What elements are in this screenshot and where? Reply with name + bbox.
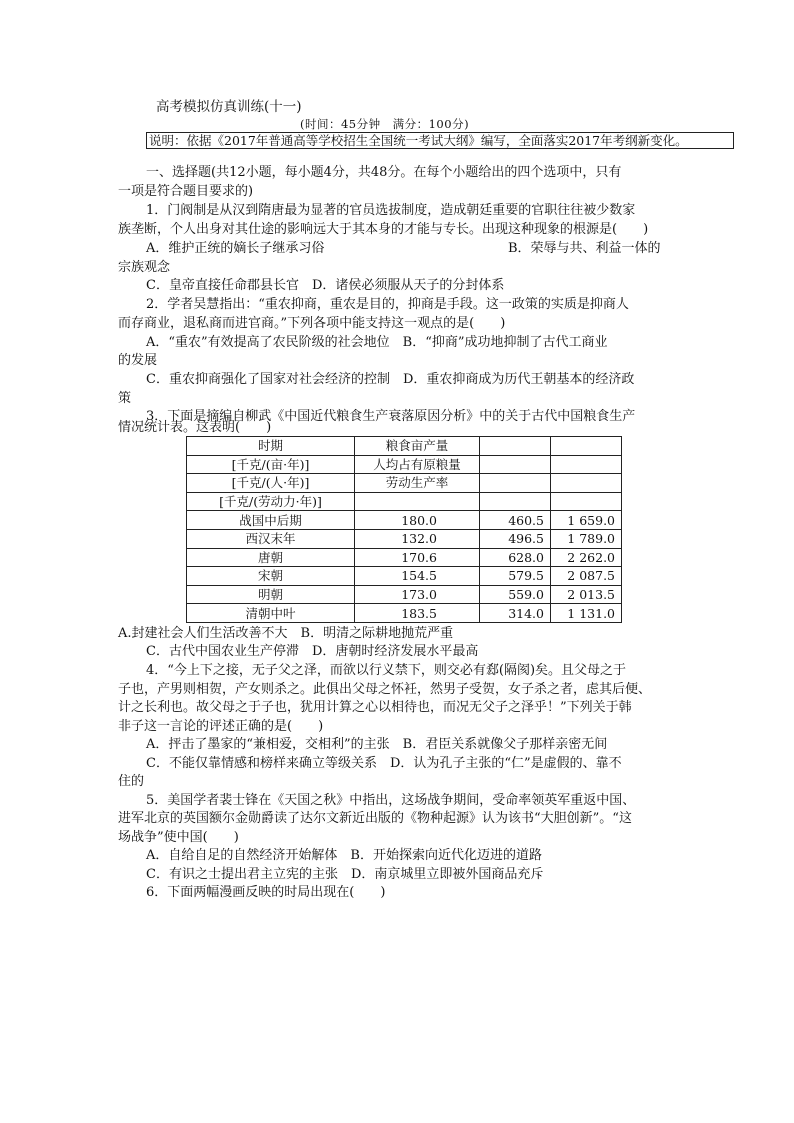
- table-header-cell: [480, 492, 551, 511]
- question-1-stem-cont: 族垄断，个人出身对其仕途的影响远大于其本身的才能与专长。出现这种现象的根源是( ): [118, 222, 649, 237]
- table-header-cell: 人均占有原粮量: [355, 455, 480, 474]
- table-cell-per-capita: 496.5: [480, 529, 551, 548]
- table-cell-yield: 170.6: [355, 548, 480, 567]
- table-header-cell: 劳动生产率: [355, 474, 480, 493]
- table-header-row: [187, 455, 622, 474]
- table-cell-productivity: 2 087.5: [551, 567, 622, 586]
- question-1-options-cd: C．皇帝直接任命郡县长官 D．诸侯必须服从天子的分封体系: [146, 278, 505, 293]
- exam-note-box: 说明：依据《2017年普通高等学校招生全国统一考试大纲》编写，全面落实2017年考纲新变化。: [146, 132, 734, 149]
- question-2-stem-cont: 而存商业，退私商而进官商。”下列各项中能支持这一观点的是( ): [118, 316, 506, 331]
- question-4-options-ab: A．抨击了墨家的“兼相爱，交相利”的主张 B．君臣关系就像父子那样亲密无间: [146, 737, 608, 752]
- table-header-cell: 粮食亩产量: [355, 437, 480, 456]
- table-row: [187, 529, 622, 548]
- table-header-cell: [551, 455, 622, 474]
- section-instruction-cont: 一项是符合题目要求的): [118, 184, 254, 199]
- question-4-options-cd-cont: 住的: [118, 774, 145, 789]
- table-cell-period: 宋朝: [187, 567, 355, 586]
- table-cell-yield: 132.0: [355, 529, 480, 548]
- table-row: [187, 548, 622, 567]
- question-4-stem: 4．“今上下之接，无子父之泽，而欲以行义禁下，则交必有郄(隔阂)矣。且父母之于: [146, 663, 627, 678]
- question-3-options-cd: C．古代中国农业生产停滞 D．唐朝时经济发展水平最高: [146, 644, 479, 659]
- table-cell-productivity: 2 262.0: [551, 548, 622, 567]
- table-header-cell: 时期: [187, 437, 355, 456]
- question-5-options-ab: A．自给自足的自然经济开始解体 B．开始探索向近代化迈进的道路: [146, 848, 542, 863]
- table-cell-per-capita: 559.0: [480, 585, 551, 604]
- question-1-option-a: A．维护正统的嫡长子继承习俗: [146, 241, 325, 256]
- table-cell-period: 明朝: [187, 585, 355, 604]
- table-cell-yield: 173.0: [355, 585, 480, 604]
- table-header-cell: [480, 437, 551, 456]
- question-3-stem: 3．下面是摘编自柳武《中国近代粮食生产衰落原因分析》中的关于古代中国粮食生产: [146, 409, 636, 424]
- question-4-stem-cont: 计之长利也。故父母之于子也，犹用计算之心以相待也，而况无父子之泽乎！”下列关于韩: [118, 700, 632, 715]
- question-5-stem: 5．美国学者裴士锋在《天国之秋》中指出，这场战争期间，受命率领英军重返中国、: [146, 793, 636, 808]
- question-3-options-ab: A.封建社会人们生活改善不大 B．明清之际耕地抛荒严重: [118, 626, 454, 641]
- table-header-cell: [千克/(亩·年)]: [187, 455, 355, 474]
- table-row: [187, 567, 622, 586]
- question-1-option-b: B．荣辱与共、利益一体的: [508, 241, 661, 256]
- page-title: 高考模拟仿真训练(十一): [156, 99, 302, 115]
- table-row: [187, 604, 622, 623]
- table-row: [187, 511, 622, 530]
- table-cell-yield: 154.5: [355, 567, 480, 586]
- grain-statistics-table: [186, 436, 622, 623]
- table-cell-yield: 180.0: [355, 511, 480, 530]
- table-cell-yield: 183.5: [355, 604, 480, 623]
- question-2-stem: 2．学者吴慧指出：“重农抑商，重农是目的，抑商是手段。这一政策的实质是抑商人: [146, 297, 629, 312]
- table-header-row: [187, 474, 622, 493]
- table-header-row: [187, 492, 622, 511]
- table-cell-productivity: 2 013.5: [551, 585, 622, 604]
- table-cell-period: 战国中后期: [187, 511, 355, 530]
- question-2-options-cd-cont: 策: [118, 391, 132, 406]
- table-row: [187, 585, 622, 604]
- question-6-stem: 6．下面两幅漫画反映的时局出现在( ): [146, 885, 386, 900]
- question-3-stem-cont: 情况统计表。这表明( ): [118, 420, 272, 435]
- question-5-stem-cont: 场战争”使中国( ): [118, 830, 239, 845]
- table-cell-period: 清朝中叶: [187, 604, 355, 623]
- question-1-option-b-cont: 宗族观念: [118, 260, 171, 275]
- table-cell-per-capita: 314.0: [480, 604, 551, 623]
- question-4-options-cd: C．不能仅靠情感和榜样来确立等级关系 D．认为孔子主张的“仁”是虚假的、靠不: [146, 756, 622, 771]
- table-cell-productivity: 1 131.0: [551, 604, 622, 623]
- table-cell-period: 西汉末年: [187, 529, 355, 548]
- table-cell-period: 唐朝: [187, 548, 355, 567]
- question-4-stem-cont: 子也，产男则相贺，产女则杀之。此俱出父母之怀衽，然男子受贺，女子杀之者，虑其后便、: [118, 682, 652, 697]
- table-header-cell: [551, 437, 622, 456]
- table-cell-productivity: 1 789.0: [551, 529, 622, 548]
- table-cell-per-capita: 460.5: [480, 511, 551, 530]
- question-1-stem: 1．门阀制是从汉到隋唐最为显著的官员选拔制度，造成朝廷重要的官职往往被少数家: [146, 203, 636, 218]
- table-header-cell: [480, 474, 551, 493]
- table-header-cell: [千克/(劳动力·年)]: [187, 492, 355, 511]
- question-2-options-cd: C．重农抑商强化了国家对社会经济的控制 D．重农抑商成为历代王朝基本的经济政: [146, 372, 635, 387]
- question-2-options-ab: A．“重农”有效提高了农民阶级的社会地位 B．“抑商”成功地抑制了古代工商业: [146, 335, 608, 350]
- question-5-stem-cont: 进军北京的英国额尔金勋爵读了达尔文新近出版的《物种起源》认为该书“大胆创新”。“这: [118, 811, 632, 826]
- question-2-options-ab-cont: 的发展: [118, 353, 158, 368]
- table-cell-per-capita: 628.0: [480, 548, 551, 567]
- question-5-options-cd: C．有识之士提出君主立宪的主张 D．南京城里立即被外国商品充斥: [146, 867, 544, 882]
- table-header-cell: [千克/(人·年)]: [187, 474, 355, 493]
- table-header-row: [187, 437, 622, 456]
- section-instruction: 一、选择题(共12小题，每小题4分，共48分。在每个小题给出的四个选项中，只有: [146, 165, 622, 180]
- table-header-cell: [355, 492, 480, 511]
- table-cell-productivity: 1 659.0: [551, 511, 622, 530]
- table-header-cell: [551, 492, 622, 511]
- table-cell-per-capita: 579.5: [480, 567, 551, 586]
- exam-time-score: (时间：45分钟 满分：100分): [300, 117, 470, 131]
- question-4-stem-cont: 非子这一言论的评述正确的是( ): [118, 719, 324, 734]
- table-header-cell: [551, 474, 622, 493]
- table-header-cell: [480, 455, 551, 474]
